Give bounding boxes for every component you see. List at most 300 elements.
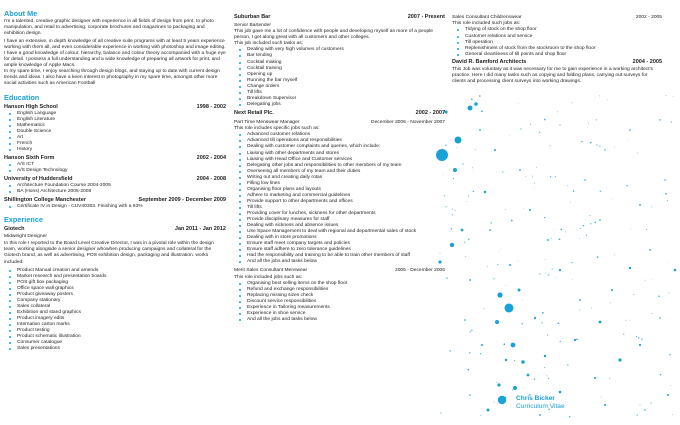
ink-drop xyxy=(595,97,596,98)
ink-drop xyxy=(579,238,580,239)
ink-drop xyxy=(579,299,581,301)
list-item: Replacing missing sizes check xyxy=(247,293,445,299)
ink-drop xyxy=(469,331,471,333)
ink-drop xyxy=(472,167,473,168)
school-name: Shillington College Manchester xyxy=(4,197,86,204)
list-item: Tidying of stock on the shop floor xyxy=(465,27,662,33)
ink-drop xyxy=(586,235,587,236)
ink-drop xyxy=(550,176,552,178)
school-dates: September 2009 - December 2009 xyxy=(138,197,226,204)
list-item: Till operation xyxy=(465,40,662,46)
job-dates: 2004 - 2005 xyxy=(632,58,662,65)
ink-drop xyxy=(465,256,466,257)
ink-drop xyxy=(584,179,586,181)
list-item: Experience in Tailoring measurements xyxy=(247,305,445,311)
list-item: Provide support to other departments and offices xyxy=(247,199,445,205)
ink-drop xyxy=(529,209,531,211)
ink-drop xyxy=(469,279,471,281)
list-item: Advanced till operations and responsibilities xyxy=(247,138,445,144)
ink-drop xyxy=(547,239,549,241)
ink-drop xyxy=(596,119,597,120)
list-item: Cocktail making xyxy=(247,60,445,66)
ink-drop xyxy=(604,404,606,406)
list-item: Internation carton marks xyxy=(17,322,226,328)
list-item: Organising best selling items on the shop floor xyxy=(247,281,445,287)
ink-drop xyxy=(659,119,660,120)
job-description: This Job was voluntary as it was necessary for me to gain experience in a working architect's practice. Here I did many tasks such as copying and folding plans, carrying out surveys for clients and processing client surveys into working drawings. xyxy=(452,66,653,84)
ink-drop xyxy=(587,127,588,128)
ink-drop xyxy=(469,394,471,396)
ink-drop xyxy=(611,289,613,291)
list-item: Dealing with very high volumes of customers xyxy=(247,47,445,53)
ink-drop xyxy=(494,402,495,403)
ink-drop xyxy=(644,409,646,411)
ink-drop xyxy=(530,124,531,125)
ink-drop xyxy=(514,360,515,361)
ink-drop xyxy=(599,321,602,324)
ink-drop xyxy=(475,149,476,150)
column-middle xyxy=(234,14,445,324)
ink-drop xyxy=(544,367,545,368)
ink-drop xyxy=(576,338,578,340)
list-item: Organising floor plans and layouts xyxy=(247,187,445,193)
ink-drop xyxy=(559,124,560,125)
ink-drop xyxy=(468,195,469,196)
education-list xyxy=(4,162,226,174)
ink-drop xyxy=(461,229,464,232)
ink-drop xyxy=(623,334,624,335)
ink-drop xyxy=(597,377,598,378)
ink-drop xyxy=(674,269,677,272)
ink-drop xyxy=(600,190,602,192)
list-item: Architecture Foundation Course 2004-2005 xyxy=(17,183,226,189)
list-item: Art xyxy=(17,135,226,141)
ink-drop xyxy=(500,249,501,250)
ink-drop xyxy=(455,210,456,211)
ink-drop xyxy=(618,358,621,361)
ink-drop xyxy=(571,262,573,264)
ink-drop xyxy=(445,144,446,145)
job-role: Merit Sales Consultant Menswear xyxy=(234,268,308,274)
job-dates: 2002 - 2007 xyxy=(415,109,445,116)
ink-drop xyxy=(626,185,627,186)
ink-drop xyxy=(551,238,552,239)
ink-drop xyxy=(481,344,483,346)
ink-drop xyxy=(532,176,533,177)
ink-drop xyxy=(497,403,498,404)
ink-drop xyxy=(511,220,513,222)
ink-drop xyxy=(560,341,561,342)
ink-drop xyxy=(511,343,516,348)
ink-drop xyxy=(612,199,613,200)
ink-drop xyxy=(558,323,560,325)
list-item: And all the jobs and tasks below xyxy=(247,317,445,323)
ink-drop xyxy=(498,396,506,404)
job-role: Part Time Menswear Manager xyxy=(234,119,300,125)
ink-drop xyxy=(481,110,483,112)
ink-drop xyxy=(483,308,484,309)
ink-drop xyxy=(559,269,561,271)
job-role: Midweight Designer xyxy=(4,234,47,240)
ink-drop xyxy=(525,176,526,177)
job-header xyxy=(4,226,226,233)
about-paragraph: I'm a talented, creative graphic designer with experience in all fields of design from print, to photo manipulation, and retail to advertising, corporate brochures and magazines to packaging and exhibition design. xyxy=(4,19,214,37)
ink-drop xyxy=(565,232,566,233)
school-name: Hanson High School xyxy=(4,103,58,110)
about-paragraph: I have an extensive, in depth knowledge of all creative suite programs with at least 5 years experience working with them all, and even considerable experience in working with photoshop and image editing. I have a good knowledge of colour, hierarchy, balance and colour theory accompanied with a huge eye for detail. I possess a full understanding and a wide knowledge of preparing all artwork for print, and ample knowledge of Apple Macs. xyxy=(4,39,226,69)
ink-drop xyxy=(480,415,481,416)
ink-drop xyxy=(607,99,608,100)
ink-drop xyxy=(466,201,467,202)
list-item: Refund and exchange responsibilities xyxy=(247,287,445,293)
school-dates: 2004 - 2008 xyxy=(196,175,226,182)
ink-drop xyxy=(666,95,667,96)
job-intro: This role included such jobs as: xyxy=(452,21,521,27)
list-item: And all the jobs and tasks below xyxy=(247,259,445,265)
list-item: Providing cover for lunches, sickness for other departments xyxy=(247,211,445,217)
ink-drop xyxy=(548,378,549,379)
ink-drop xyxy=(567,185,568,186)
ink-drop xyxy=(570,202,571,203)
ink-drop xyxy=(580,228,581,229)
ink-drop xyxy=(474,102,478,106)
job-task-list xyxy=(234,47,445,107)
ink-drop xyxy=(658,296,660,298)
ink-drop xyxy=(639,344,641,346)
job-dates: Jan 2011 - Jan 2012 xyxy=(174,226,226,233)
school-dates: 1998 - 2002 xyxy=(196,103,226,110)
education-section xyxy=(4,93,226,211)
list-item: Dealing with customer complaints and queries, which include: xyxy=(247,144,445,150)
education-heading: Education xyxy=(4,92,40,102)
ink-drop xyxy=(629,320,630,321)
ink-drop xyxy=(639,204,641,206)
school-dates: 2002 - 2004 xyxy=(196,154,226,161)
list-item: Had the responsibility and training to be able to train other members of staff xyxy=(247,253,445,259)
job-dates: 2002 - 2005 xyxy=(635,15,662,20)
ink-drop xyxy=(539,414,541,416)
ink-drop xyxy=(446,277,447,278)
column-right xyxy=(452,15,662,87)
ink-drop xyxy=(649,249,651,251)
ink-drop xyxy=(609,378,610,379)
column-left xyxy=(4,9,226,353)
company-name: Next Retail Plc. xyxy=(234,109,274,116)
ink-drop xyxy=(462,163,464,165)
ink-drop xyxy=(534,317,536,319)
list-item: Certificate IV in Design - CUV40303. Finishing with a 93% xyxy=(17,204,226,210)
job-dates: 2005 - December 2006 xyxy=(394,268,445,274)
job-description: In this role I reported to the Board Level Creative Director, I was in a pivotal role within the design team, working alongside a senior designer whowhen producing campaigns and collateral for the Giotech brand, as well as advertising, POS exhibition design, packaging and illustration. works included: xyxy=(4,241,214,265)
education-entry-header xyxy=(4,155,226,162)
ink-drop xyxy=(469,352,471,354)
ink-drop xyxy=(557,111,558,112)
ink-drop xyxy=(509,135,510,136)
list-item: Advanced customer relations xyxy=(247,132,445,138)
ink-drop xyxy=(610,302,611,303)
ink-drop xyxy=(456,147,457,148)
logo-subtitle: Curriculum Vitae xyxy=(516,403,565,410)
job-dates: 2007 - Present xyxy=(407,14,445,20)
list-item: Discount service responsibilities xyxy=(247,299,445,305)
list-item: Office space wall graphics xyxy=(17,286,226,292)
ink-drop xyxy=(445,206,446,207)
education-list xyxy=(4,183,226,195)
ink-drop xyxy=(548,274,550,276)
ink-drop xyxy=(652,279,653,280)
ink-drop xyxy=(660,374,662,376)
job-header xyxy=(234,110,445,117)
ink-drop xyxy=(646,229,647,230)
ink-drop xyxy=(534,187,535,188)
list-item: Breakdown Supervisor xyxy=(247,96,445,102)
ink-drop xyxy=(631,229,632,230)
about-section xyxy=(4,9,226,88)
ink-drop xyxy=(505,304,514,313)
list-item: Double Science xyxy=(17,129,226,135)
ink-drop xyxy=(641,338,642,339)
ink-drop xyxy=(591,307,592,308)
ink-drop xyxy=(521,360,525,364)
ink-drop xyxy=(449,350,451,352)
ink-drop xyxy=(489,229,491,231)
list-item: Delegating jobs xyxy=(247,102,445,108)
list-item: French xyxy=(17,141,226,147)
list-item: Product schematic illustration xyxy=(17,334,226,340)
ink-drop xyxy=(633,294,634,295)
ink-drop xyxy=(547,335,548,336)
job-task-list xyxy=(452,27,662,57)
ink-drop xyxy=(539,132,540,133)
ink-drop xyxy=(614,147,615,148)
ink-drop xyxy=(459,141,460,142)
list-item: Writing out and creating daily rotas xyxy=(247,175,445,181)
ink-drop xyxy=(495,320,499,324)
ink-drop xyxy=(614,254,615,255)
ink-drop xyxy=(671,121,673,123)
ink-drop xyxy=(625,320,626,321)
list-item: History xyxy=(17,147,226,153)
about-paragraph: In my spare time, I enjoy searching through design blogs, and staying up to date with current design trends and ideas. I also have a keen interest in photography in my spare time, amongst other more social activities such as American Football xyxy=(4,69,220,87)
ink-drop xyxy=(518,104,519,105)
ink-drop xyxy=(639,404,640,405)
ink-drop xyxy=(594,377,596,379)
ink-drop xyxy=(628,139,629,140)
company-name: Suburban Bar xyxy=(234,14,271,20)
ink-drop xyxy=(556,277,557,278)
school-name: University of Huddersfield xyxy=(4,175,73,182)
ink-drop xyxy=(664,179,665,180)
job-header xyxy=(234,14,445,21)
ink-drop xyxy=(480,353,481,354)
list-item: Adhere to marketing and commercial guidelines xyxy=(247,193,445,199)
ink-drop xyxy=(599,146,600,147)
logo-name: Chris Bicker xyxy=(516,395,555,402)
ink-drop xyxy=(523,208,524,209)
ink-drop xyxy=(590,142,592,144)
ink-drop xyxy=(590,215,591,216)
about-heading: About Me xyxy=(4,9,38,18)
list-item: Cocktail training xyxy=(247,66,445,72)
list-item: Product testing xyxy=(17,328,226,334)
ink-drop xyxy=(496,382,497,383)
name-logo xyxy=(516,395,565,411)
list-item: Opening up xyxy=(247,72,445,78)
ink-drop xyxy=(505,397,506,398)
list-item: Ensure staff meet company targets and policies xyxy=(247,241,445,247)
list-item: English Language xyxy=(17,111,226,117)
ink-drop xyxy=(440,412,441,413)
ink-drop xyxy=(581,141,582,142)
ink-drop xyxy=(599,219,601,221)
ink-drop xyxy=(536,167,537,168)
ink-drop xyxy=(597,256,599,258)
ink-drop xyxy=(601,397,602,398)
list-item: Sales presentations xyxy=(17,346,226,352)
ink-drop xyxy=(595,221,597,223)
education-list xyxy=(4,111,226,153)
ink-drop xyxy=(464,319,466,321)
ink-drop xyxy=(637,152,638,153)
ink-drop xyxy=(629,129,631,131)
ink-drop xyxy=(667,200,668,201)
ink-drop xyxy=(452,209,453,210)
ink-drop xyxy=(519,169,521,171)
list-item: Mathematics xyxy=(17,123,226,129)
list-item: BA (Hons) Architecture 2005-2008 xyxy=(17,189,226,195)
ink-drop xyxy=(518,289,521,292)
ink-drop xyxy=(668,262,669,263)
ink-drop xyxy=(452,214,453,215)
list-item: General cleanliness of till points and shop floor xyxy=(465,52,662,58)
list-item: Product imagery edits xyxy=(17,316,226,322)
list-item: Replenishment of stock from the stockroom to the shop floor xyxy=(465,46,662,52)
ink-drop xyxy=(493,278,494,279)
ink-drop xyxy=(638,337,639,338)
ink-drop xyxy=(565,401,566,402)
ink-drop xyxy=(502,171,504,173)
ink-drop xyxy=(497,264,498,265)
ink-drop xyxy=(518,261,519,262)
ink-drop xyxy=(522,323,523,324)
ink-drop xyxy=(599,95,600,96)
ink-drop xyxy=(473,191,474,192)
ink-drop xyxy=(636,336,637,337)
list-item: Exhibition and stand graphics xyxy=(17,310,226,316)
job-intro: This role includes specific jobs such as: xyxy=(234,126,320,132)
ink-drop xyxy=(672,414,673,415)
ink-drop xyxy=(534,182,535,183)
ink-drop xyxy=(555,176,556,177)
ink-drop xyxy=(505,285,506,286)
ink-drop xyxy=(468,369,470,371)
ink-drop xyxy=(659,317,661,319)
list-item: Filling low lines xyxy=(247,181,445,187)
ink-drop xyxy=(455,137,462,144)
education-list xyxy=(4,204,226,210)
education-entry-header xyxy=(4,176,226,183)
ink-drop xyxy=(503,406,504,407)
ink-drop xyxy=(572,279,573,280)
list-item: Product Manual creation and amends xyxy=(17,268,226,274)
list-item: Customer relations and service xyxy=(465,34,662,40)
ink-drop xyxy=(487,409,490,412)
ink-drop xyxy=(550,145,551,146)
list-item: Dealing with in store promotions xyxy=(247,235,445,241)
ink-drop xyxy=(572,102,573,103)
ink-drop xyxy=(468,239,470,241)
ink-drop xyxy=(509,264,511,266)
ink-drop xyxy=(453,168,457,172)
ink-drop xyxy=(542,312,544,314)
ink-drop xyxy=(569,416,570,417)
list-item: A/S Design Technology xyxy=(17,168,226,174)
job-dates: December 2006 - November 2007 xyxy=(371,119,445,125)
ink-drop xyxy=(520,128,521,129)
ink-drop xyxy=(479,129,481,131)
job-task-list xyxy=(234,132,445,265)
list-item: Bar tending xyxy=(247,53,445,59)
ink-drop xyxy=(471,330,472,331)
ink-drop xyxy=(497,383,500,386)
ink-drop xyxy=(505,359,507,361)
education-entry-header xyxy=(4,104,226,111)
ink-drop xyxy=(513,386,517,390)
ink-drop xyxy=(667,394,669,396)
list-item: Delegating other jobs and responsibilities to other members of my team xyxy=(247,163,445,169)
company-name: David R. Bamford Architects xyxy=(452,58,527,65)
school-name: Hanson Sixth Form xyxy=(4,154,55,161)
list-item: Running the bar myself xyxy=(247,78,445,84)
list-item: Till lifts xyxy=(247,90,445,96)
list-item: Experience in shoe service xyxy=(247,311,445,317)
ink-drop xyxy=(487,266,488,267)
ink-drop xyxy=(590,223,592,225)
ink-drop xyxy=(636,414,638,416)
ink-drop xyxy=(579,309,580,310)
ink-drop xyxy=(503,343,505,345)
ink-drop xyxy=(585,220,586,221)
ink-drop xyxy=(499,252,500,253)
ink-drop xyxy=(534,378,535,379)
ink-drop xyxy=(527,374,530,377)
ink-drop xyxy=(553,229,554,230)
job-description: This job gave me a lot of confidence with people and developing myself as more of a people person, I get along great with all customers and other colleges. xyxy=(234,29,434,41)
ink-drop xyxy=(494,149,496,151)
education-entry-header xyxy=(4,197,226,204)
list-item: A/S ICT xyxy=(17,162,226,168)
ink-drop xyxy=(651,207,652,208)
job-task-list xyxy=(4,268,226,353)
list-item: Product giveaway posters xyxy=(17,292,226,298)
ink-drop xyxy=(588,123,589,124)
ink-drop xyxy=(559,391,562,394)
ink-drop xyxy=(484,193,485,194)
ink-drop xyxy=(669,354,671,356)
ink-drop xyxy=(468,106,473,111)
list-item: POS gift box packaging xyxy=(17,280,226,286)
job-header xyxy=(452,59,662,66)
ink-drop xyxy=(522,300,523,301)
ink-drop xyxy=(547,375,548,376)
ink-drop xyxy=(573,190,575,192)
list-item: Liaising with other departments and stores xyxy=(247,151,445,157)
ink-drop xyxy=(490,222,491,223)
ink-drop xyxy=(453,178,454,179)
ink-drop xyxy=(559,238,561,240)
ink-drop xyxy=(629,267,631,269)
list-item: Use Space Management to deal with regional and departmental sales of stock xyxy=(247,229,445,235)
